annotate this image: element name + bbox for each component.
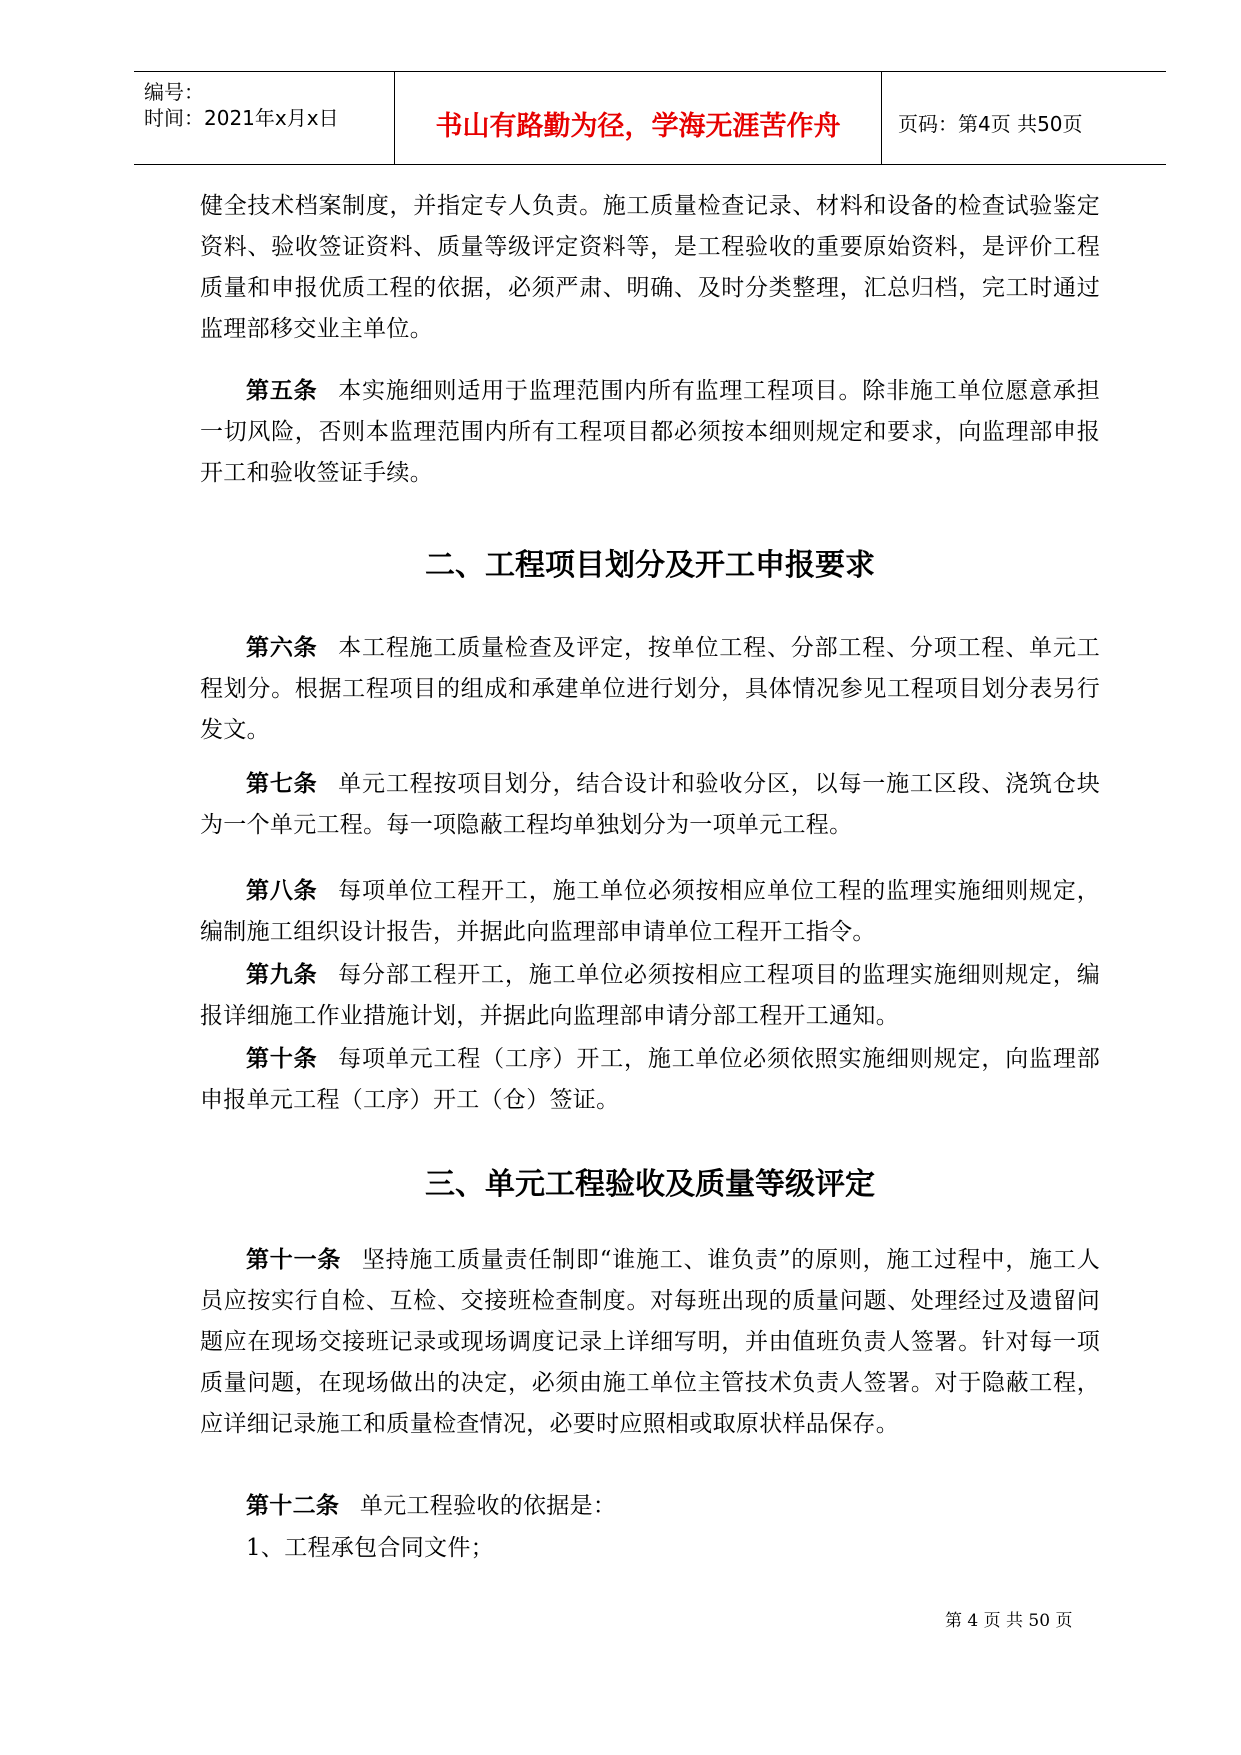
paragraph-continued (200, 186, 1100, 350)
article-12 (200, 1486, 1100, 1527)
article-text: 每项单元工程（工序）开工，施工单位必须依照实施细则规定，向监理部申报单元工程（工序）开工（仓）签证。 (200, 1046, 1100, 1113)
header-motto-cell (394, 72, 882, 164)
date-line: 时间：2021年x月x日 (144, 106, 339, 130)
article-label: 第十二条 (246, 1493, 340, 1519)
article-text: 单元工程验收的依据是： (359, 1493, 617, 1519)
header-meta (134, 72, 394, 164)
paragraph-text: 健全技术档案制度，并指定专人负责。施工质量检查记录、材料和设备的检查试验鉴定资料、验收签证资料、质量等级评定资料等，是工程验收的重要原始资料，是评价工程质量和申报优质工程的依据，必须严肃、明确、及时分类整理，汇总归档，完工时通过监理部移交业主单位。 (200, 193, 1100, 342)
article-text: 坚持施工质量责任制即“谁施工、谁负责”的原则，施工过程中，施工人员应按实行自检、互检、交接班检查制度。对每班出现的质量问题、处理经过及遗留问题应在现场交接班记录或现场调度记录上详细写明，并由值班负责人签署。针对每一项质量问题，在现场做出的决定，必须由施工单位主管技术负责人签署。对于隐蔽工程，应详细记录施工和质量检查情况，必要时应照相或取原状样品保存。 (200, 1247, 1101, 1437)
section-heading-2 (200, 540, 1100, 584)
article-label: 第十条 (246, 1046, 318, 1072)
article-10 (200, 1039, 1100, 1121)
article-label: 第八条 (246, 878, 318, 904)
article-label: 第十一条 (246, 1247, 342, 1273)
article-text: 本实施细则适用于监理范围内所有监理工程项目。除非施工单位愿意承担一切风险，否则本监理范围内所有工程项目都必须按本细则规定和要求，向监理部申报开工和验收签证手续。 (200, 378, 1100, 486)
article-text: 每项单位工程开工，施工单位必须按相应单位工程的监理实施细则规定，编制施工组织设计报告，并据此向监理部申请单位工程开工指令。 (200, 878, 1100, 945)
section-title: 二、工程项目划分及开工申报要求 (425, 548, 875, 583)
article-6 (200, 628, 1100, 751)
article-9 (200, 955, 1100, 1037)
article-text: 每分部工程开工，施工单位必须按相应工程项目的监理实施细则规定，编报详细施工作业措施计划，并据此向监理部申请分部工程开工通知。 (200, 962, 1100, 1029)
list-item-1 (200, 1528, 1100, 1569)
section-title: 三、单元工程验收及质量等级评定 (425, 1167, 875, 1202)
footer-page-number: 第 4 页 共 50 页 (945, 1611, 1073, 1631)
section-heading-3 (200, 1159, 1100, 1203)
header-page-cell (882, 72, 1166, 164)
article-11 (200, 1240, 1100, 1445)
serial-number-label: 编号： (144, 80, 204, 104)
article-label: 第九条 (246, 962, 318, 988)
article-label: 第五条 (246, 378, 318, 404)
article-8 (200, 871, 1100, 953)
list-item-text: 1、工程承包合同文件； (246, 1535, 494, 1561)
article-5 (200, 371, 1100, 494)
article-text: 单元工程按项目划分，结合设计和验收分区，以每一施工区段、浇筑仓块为一个单元工程。每一项隐蔽工程均单独划分为一项单元工程。 (200, 771, 1100, 838)
article-7 (200, 764, 1100, 846)
motto-text: 书山有路勤为径，学海无涯苦作舟 (435, 111, 841, 142)
header-page-code: 页码：第4页 共50页 (898, 112, 1083, 136)
article-label: 第六条 (246, 635, 318, 661)
article-text: 本工程施工质量检查及评定，按单位工程、分部工程、分项工程、单元工程划分。根据工程项目的组成和承建单位进行划分，具体情况参见工程项目划分表另行发文。 (200, 635, 1100, 743)
page-header (134, 71, 1166, 165)
article-label: 第七条 (246, 771, 318, 797)
